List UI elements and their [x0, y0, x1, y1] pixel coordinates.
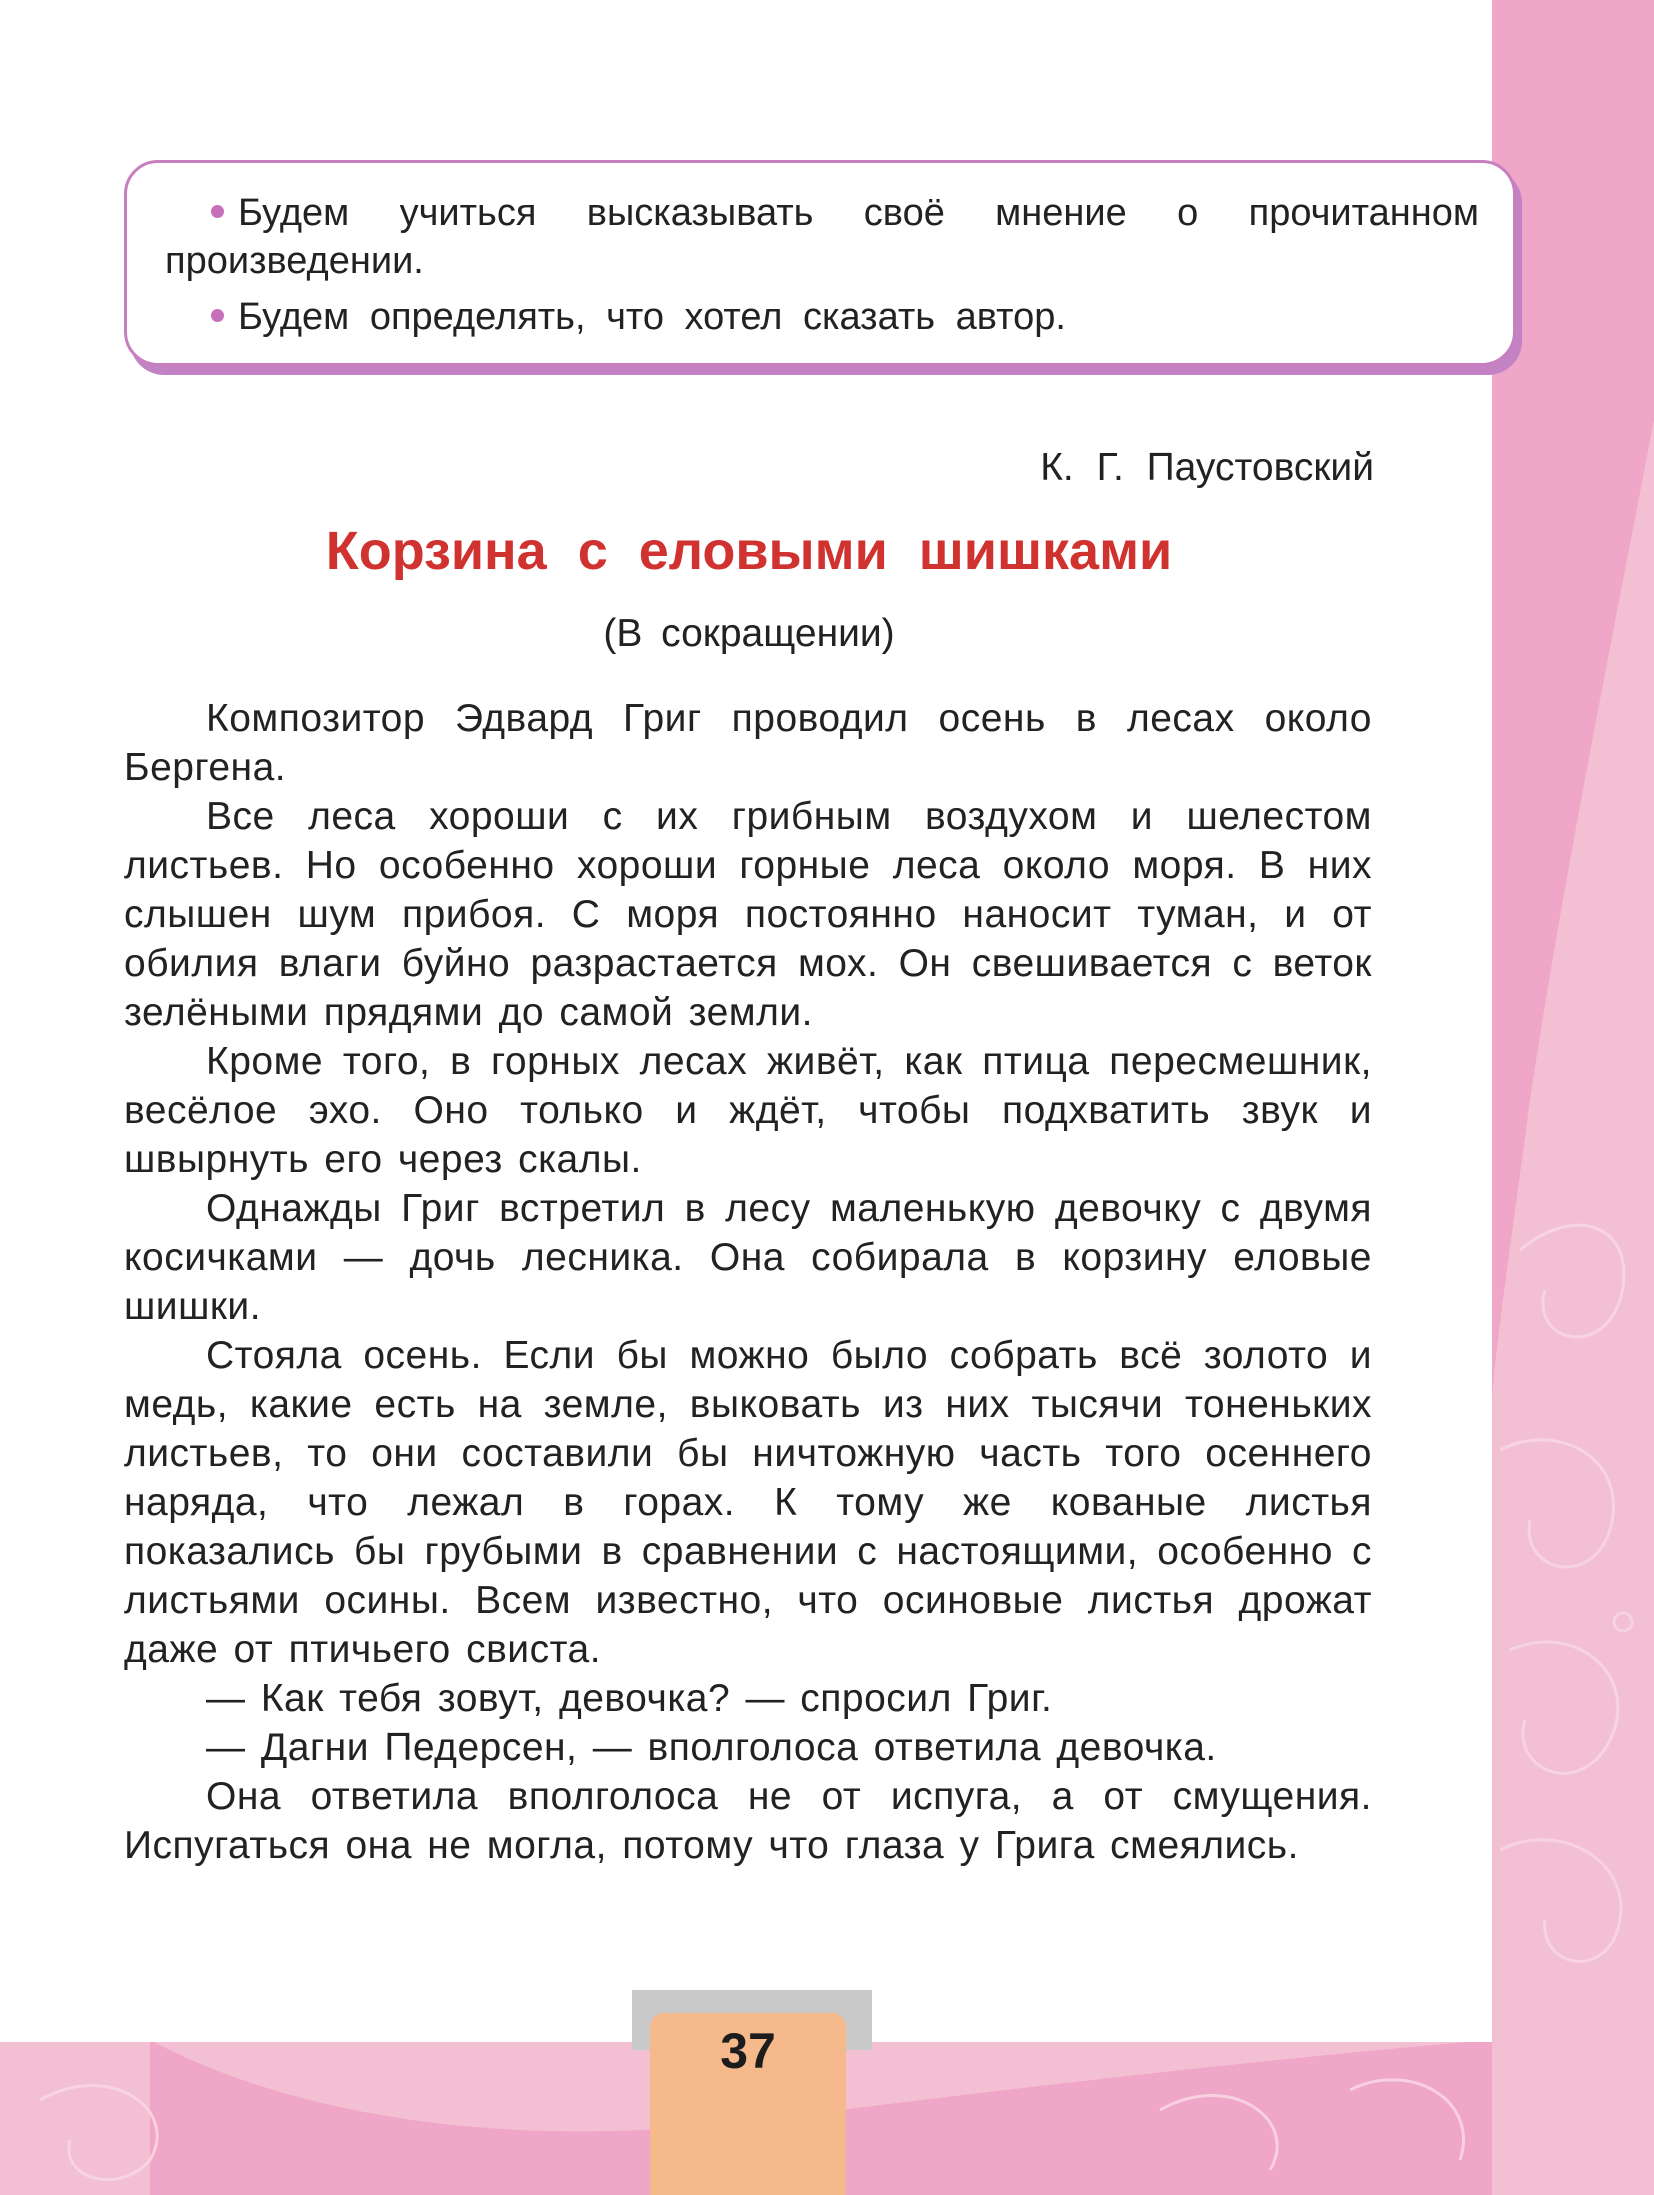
bullet-icon: [211, 205, 224, 218]
bullet-icon: [211, 309, 224, 322]
story-author: К. Г. Паустовский: [1040, 446, 1374, 489]
story-subtitle: (В сокращении): [603, 612, 895, 655]
story-paragraph: Все леса хороши с их грибным воздухом и шелестом листьев. Но особенно хороши горные леса около моря. В них слышен шум прибоя. С моря постоянно наносит туман, и от обилия влаги буйно разрастается мох. Он свешивается с веток зелёными прядями до самой земли.: [124, 795, 1372, 1034]
story-paragraph: Она ответила вполголоса не от испуга, а от смущения. Испугаться она не могла, потому что глаза у Грига смеялись.: [124, 1775, 1372, 1867]
story-title: Корзина с еловыми шишками: [325, 521, 1173, 581]
story-paragraph: Композитор Эдвард Григ проводил осень в лесах около Бергена.: [124, 697, 1372, 789]
page-number: 37: [720, 2023, 776, 2079]
story-paragraph: Кроме того, в горных лесах живёт, как птица пересмешник, весёлое эхо. Оно только и ждёт, чтобы подхватить звук и швырнуть его через скалы.: [124, 1040, 1372, 1181]
story-paragraph: — Дагни Педерсен, — вполголоса ответила девочка.: [206, 1726, 1217, 1769]
goal-item: Будем учиться высказывать своё мнение о прочитанном произведении.: [165, 192, 1479, 282]
story-text: [124, 694, 1372, 1870]
lesson-goals-box: [124, 160, 1516, 366]
story-paragraph: — Как тебя зовут, девочка? — спросил Григ.: [206, 1677, 1053, 1720]
goal-item: Будем определять, что хотел сказать автор.: [165, 293, 1479, 341]
story-paragraph: Стояла осень. Если бы можно было собрать всё золото и медь, какие есть на земле, выковать из них тысячи тоненьких листьев, то они составили бы ничтожную часть того осеннего наряда, что лежал в горах. К тому же кованые листья показались бы грубыми в сравнении с настоящими, особенно с листьями осины. Всем известно, что осиновые листья дрожат даже от птичьего свиста.: [124, 1334, 1372, 1671]
story-paragraph: Однажды Григ встретил в лесу маленькую девочку с двумя косичками — дочь лесника. Она собирала в корзину еловые шишки.: [124, 1187, 1372, 1328]
